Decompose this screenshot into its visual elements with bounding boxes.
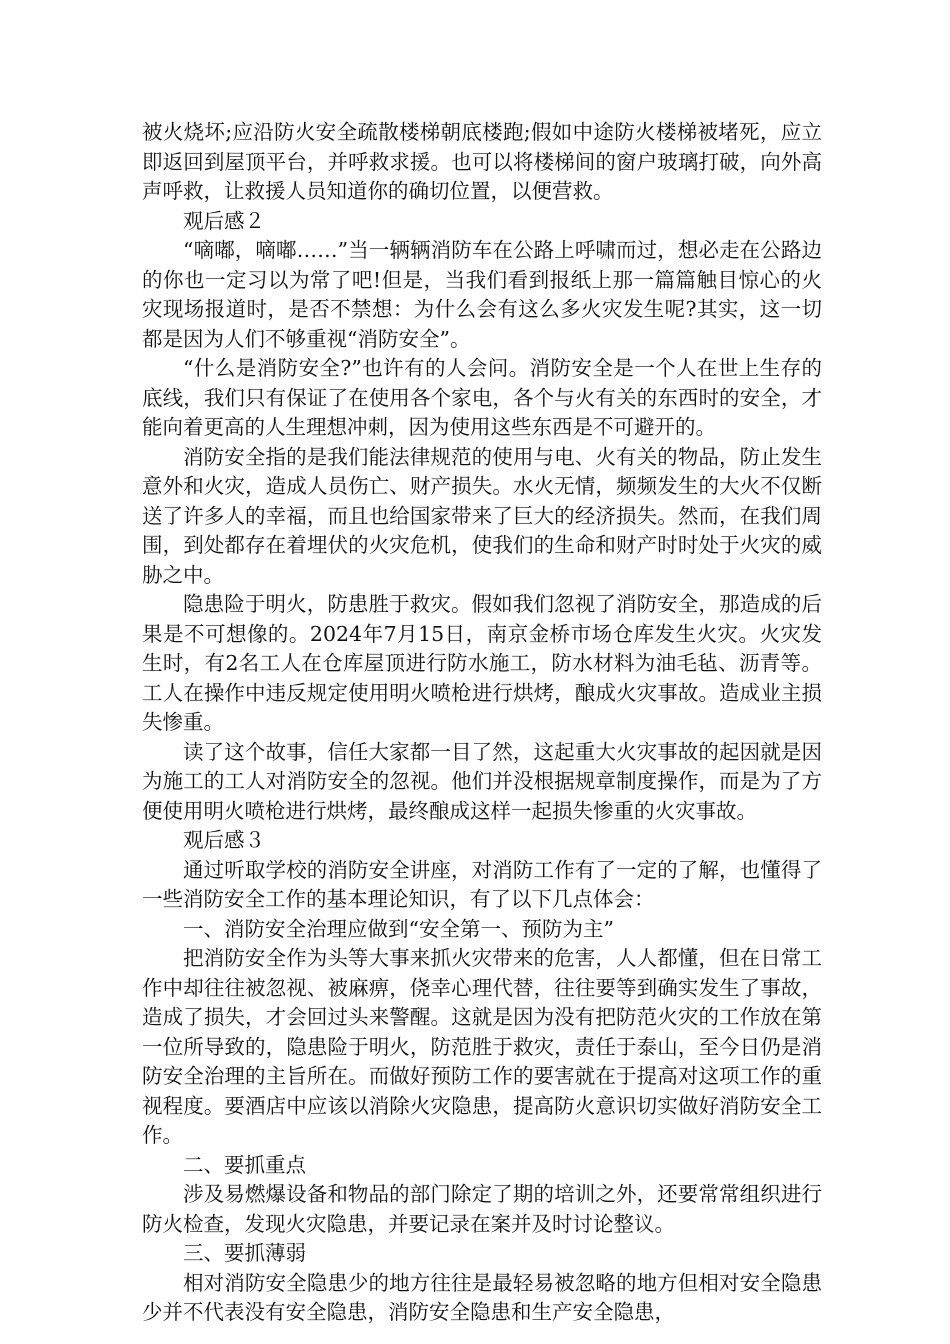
subheading-1: 一、消防安全治理应做到“安全第一、预防为主”: [183, 916, 614, 941]
paragraph-8: 把消防安全作为头等大事来抓火灾带来的危害，人人都懂，但在日常工作中却往往被忽视、被麻痹，侥幸心理代替，往往要等到确实发生了事故，造成了损失，才会回过头来警醒。这就是因为没有把防范火灾的工作放在第一位所导致的，隐患险于明火，防范胜于救灾，责任于泰山，至今日仍是消防安全治理的主旨所在。而做好预防工作的要害就在于提高对这项工作的重视程度。要酒店中应该以消除火灾隐患，提高防火意识切实做好消防安全工作。: [142, 946, 822, 1147]
section-heading-review-2: 观后感２: [183, 208, 265, 233]
paragraph-3: “什么是消防安全?”也许有的人会问。消防安全是一个人在世上生存的底线，我们只有保证了在使用各个家电，各个与火有关的东西时的安全，才能向着更高的人生理想冲刺，因为使用这些东西是不可避开的。: [142, 356, 822, 439]
paragraph-7: 通过听取学校的消防安全讲座，对消防工作有了一定的了解，也懂得了一些消防安全工作的基本理论知识，有了以下几点体会：: [142, 857, 822, 911]
paragraph-4: 消防安全指的是我们能法律规范的使用与电、火有关的物品，防止发生意外和火灾，造成人员伤亡、财产损失。水火无情，频频发生的大火不仅断送了许多人的幸福，而且也给国家带来了巨大的经济损失。然而，在我们周围，到处都存在着埋伏的火灾危机，使我们的生命和财产时时处于火灾的威胁之中。: [142, 444, 822, 587]
paragraph-1: 被火烧坏;应沿防火安全疏散楼梯朝底楼跑;假如中途防火楼梯被堵死，应立即返回到屋顶平台，并呼救求援。也可以将楼梯间的窗户玻璃打破，向外高声呼救，让救援人员知道你的确切位置，以便营救。: [142, 120, 822, 203]
section-heading-review-3: 观后感３: [183, 828, 265, 852]
document-page: [142, 118, 822, 1328]
paragraph-6: 读了这个故事，信任大家都一目了然，这起重大火灾事故的起因就是因为施工的工人对消防安全的忽视。他们并没根据规章制度操作，而是为了方便使用明火喷枪进行烘烤，最终酿成这样一起损失惨重的火灾事故。: [142, 739, 822, 823]
paragraph-2: “嘀嘟，嘀嘟……”当一辆辆消防车在公路上呼啸而过，想必走在公路边的你也一定习以为常了吧!但是，当我们看到报纸上那一篇篇触目惊心的火灾现场报道时，是否不禁想：为什么会有这么多火灾发生呢?其实，这一切都是因为人们不够重视“消防安全”。: [142, 238, 822, 351]
paragraph-9: 涉及易燃爆设备和物品的部门除定了期的培训之外，还要常常组织进行防火检查，发现火灾隐患，并要记录在案并及时讨论整议。: [142, 1182, 822, 1236]
subheading-3: 三、要抓薄弱: [183, 1241, 306, 1265]
subheading-2: 二、要抓重点: [183, 1152, 306, 1177]
paragraph-10: 相对消防安全隐患少的地方往往是最轻易被忽略的地方但相对安全隐患少并不代表没有安全隐患，消防安全隐患和生产安全隐患，: [142, 1270, 822, 1324]
paragraph-5: 隐患险于明火，防患胜于救灾。假如我们忽视了消防安全，那造成的后果是不可想像的。2024年7月15日，南京金桥市场仓库发生火灾。火灾发生时，有2名工人在仓库屋顶进行防水施工，防水材料为油毛毡、沥青等。工人在操作中违反规定使用明火喷枪进行烘烤，酿成火灾事故。造成业主损失惨重。: [142, 592, 822, 734]
